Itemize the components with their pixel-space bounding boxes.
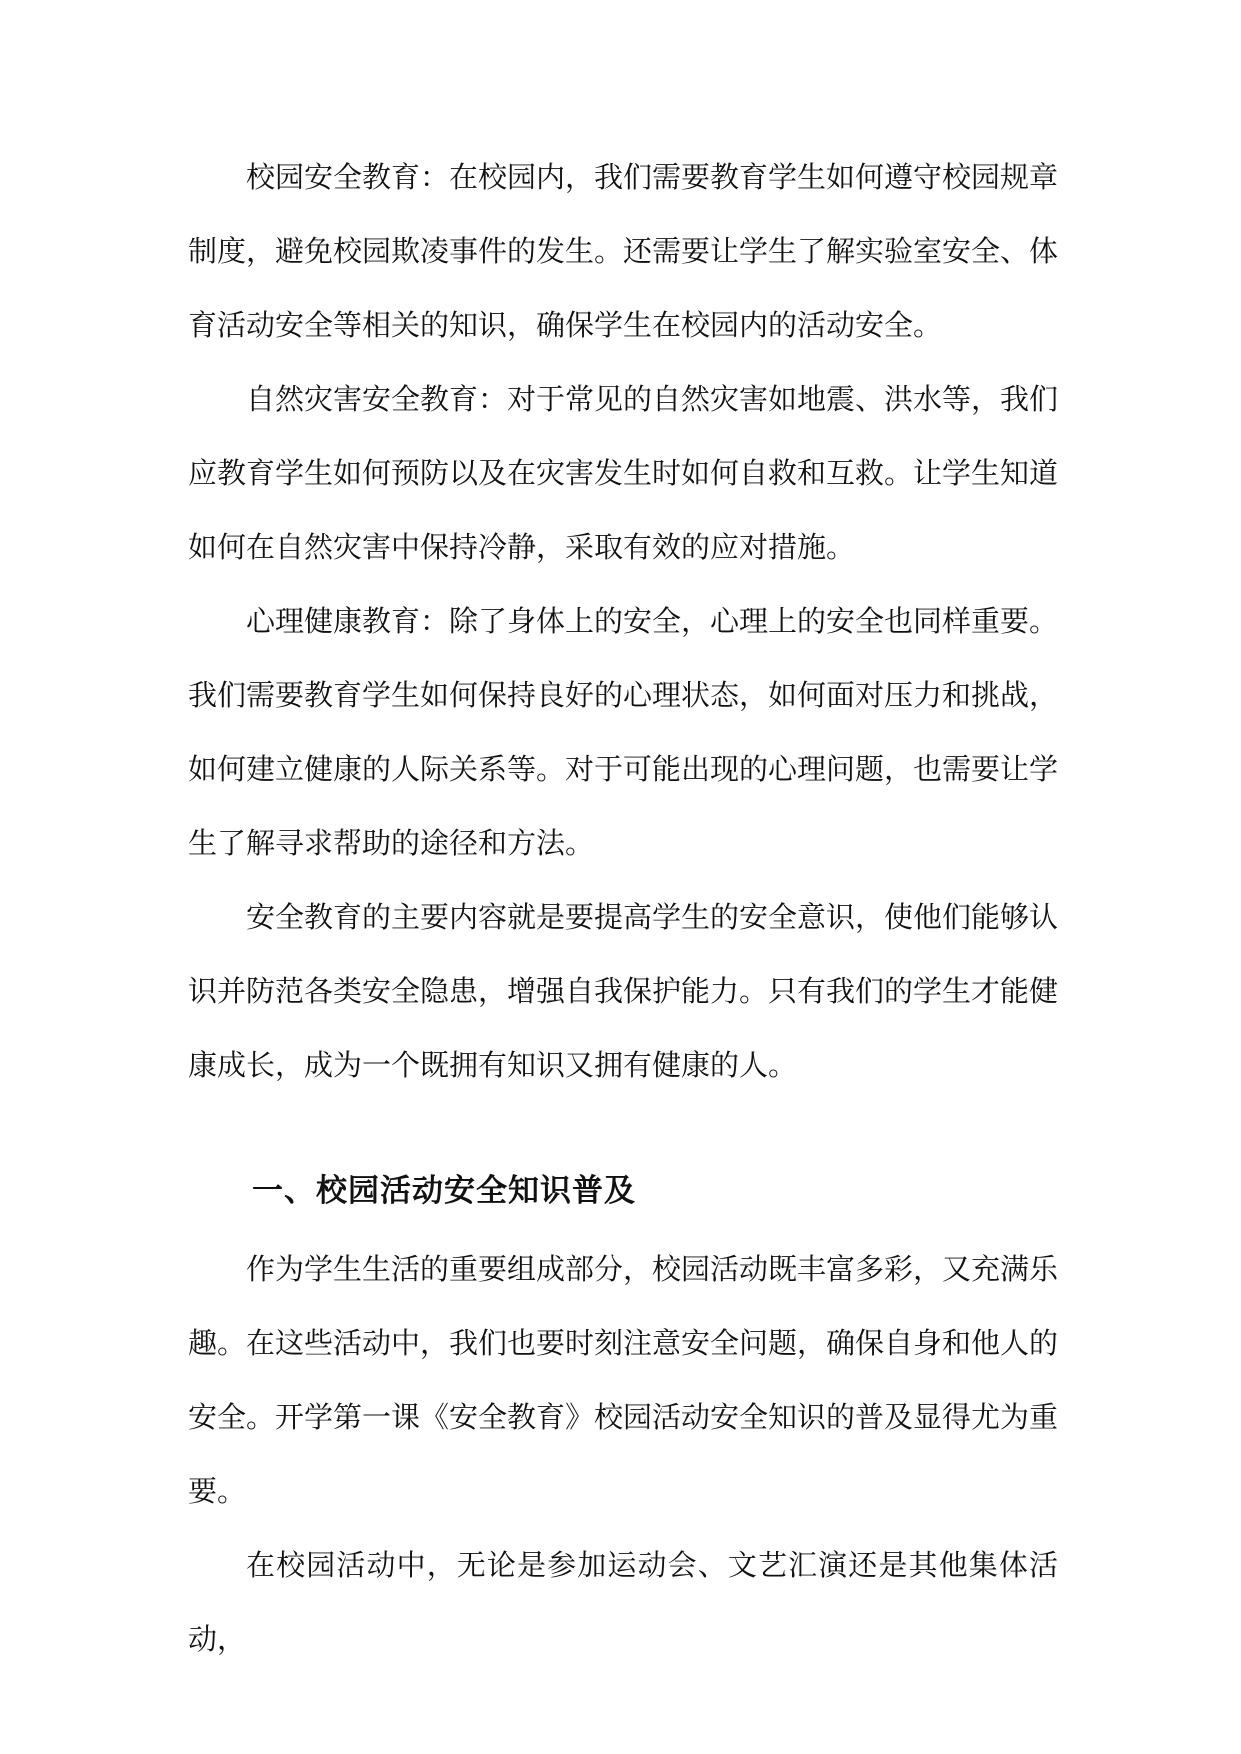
paragraph-safety-summary: 安全教育的主要内容就是要提高学生的安全意识，使他们能够认识并防范各类安全隐患，增强自我保护能力。只有我们的学生才能健康成长，成为一个既拥有知识又拥有健康的人。 [188,900,1059,1082]
paragraph-natural-disaster-safety: 自然灾害安全教育：对于常见的自然灾害如地震、洪水等，我们应教育学生如何预防以及在灾害发生时如何自救和互救。让学生知道如何在自然灾害中保持冷静，采取有效的应对措施。 [188,382,1059,564]
paragraph-campus-activities: 作为学生生活的重要组成部分，校园活动既丰富多彩，又充满乐趣。在这些活动中，我们也要时刻注意安全问题，确保自身和他人的安全。开学第一课《安全教育》校园活动安全知识的普及显得尤为重要。 [188,1252,1059,1508]
paragraph-activity-participation: 在校园活动中，无论是参加运动会、文艺汇演还是其他集体活动， [188,1548,1058,1656]
paragraph-campus-safety: 校园安全教育：在校园内，我们需要教育学生如何遵守校园规章制度，避免校园欺凌事件的发生。还需要让学生了解实验室安全、体育活动安全等相关的知识，确保学生在校园内的活动安全。 [188,160,1059,342]
document-body [188,140,1058,1676]
paragraph-mental-health: 心理健康教育：除了身体上的安全，心理上的安全也同样重要。我们需要教育学生如何保持良好的心理状态，如何面对压力和挑战，如何建立健康的人际关系等。对于可能出现的心理问题，也需要让学生了解寻求帮助的途径和方法。 [188,604,1059,860]
section-heading: 一、校园活动安全知识普及 [252,1173,636,1209]
